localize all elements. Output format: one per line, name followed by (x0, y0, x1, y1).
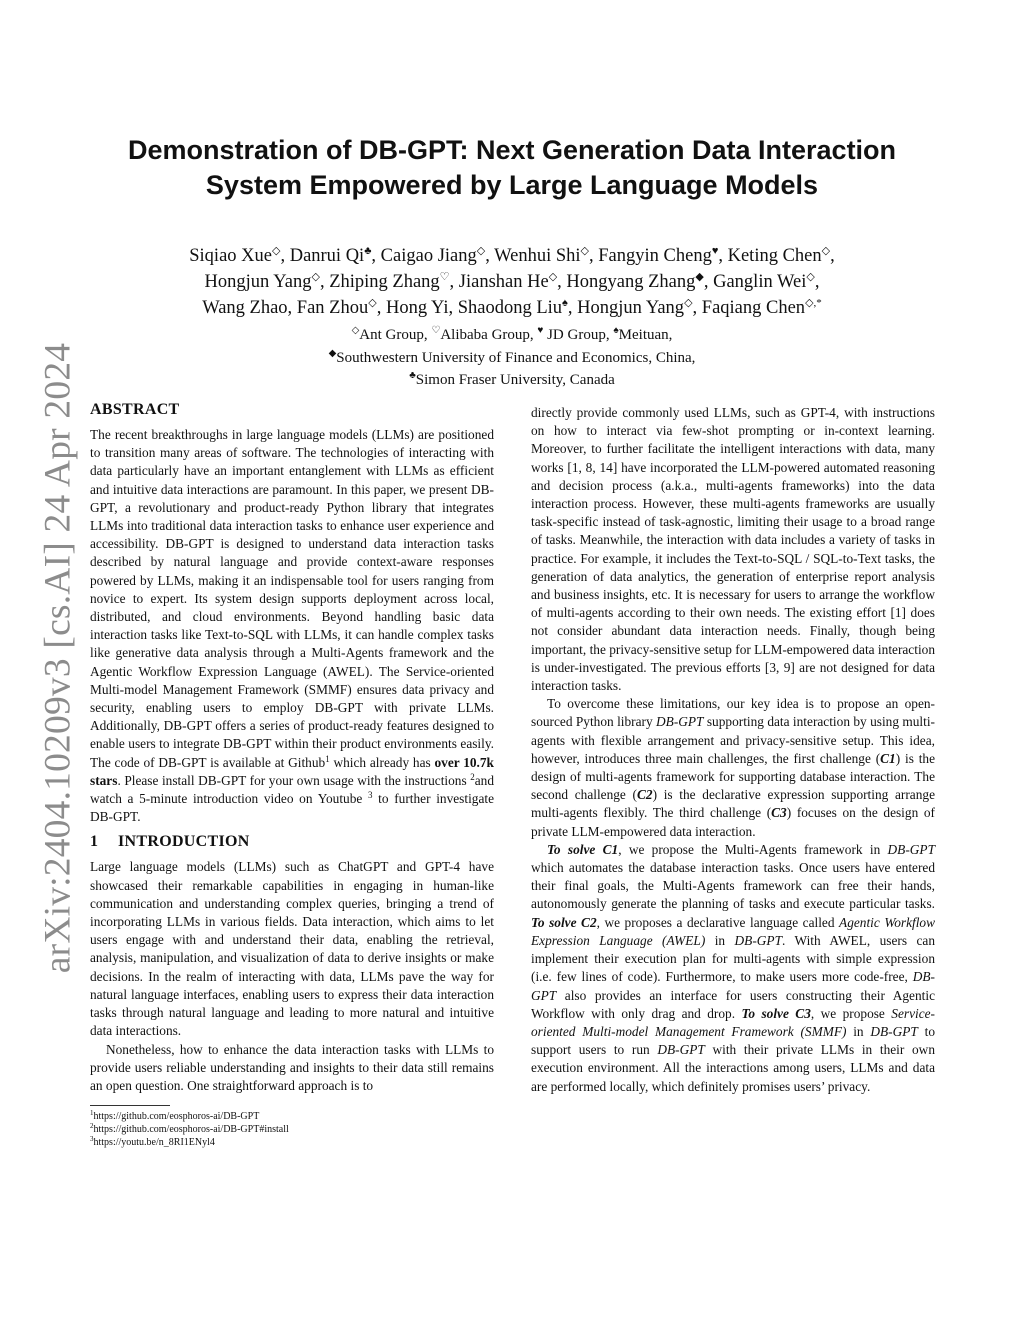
author-affiliation-mark: ◇ (476, 245, 486, 257)
affiliation: Ant Group, (359, 327, 432, 343)
abstract-heading: ABSTRACT (90, 401, 180, 418)
author-affiliation-mark: ♣ (364, 245, 372, 257)
author-affiliation-mark: ◇ (806, 271, 815, 283)
star-count: over 10.7k stars (90, 754, 494, 788)
intro-paragraph-1: Large language models (LLMs) such as ChatGPT and GPT-4 have showcased their remarkable capabilities in engaging in human-like communication and understanding complex queries, bringing a trend of incorporating LLMs in various fields. Data interaction, which aims to let users engage with and understand their data, enabling the retrieval, analysis, manipulation, and visualization of data to derive insights or make decisions. In the realm of interacting with data, LLMs pave the way for natural language interfaces, enabling users to express their data interaction tasks through natural language and leading to more natural and intuitive data interactions. (90, 859, 494, 1039)
affiliation: Southwestern University of Finance and Economics, China, (336, 349, 696, 366)
author-affiliation-mark: ♡ (439, 271, 450, 283)
footnote-ref[interactable]: 3 (368, 790, 373, 801)
author-name: Hongjun Yang (577, 298, 685, 318)
author-name: Wenhui Shi (494, 246, 581, 266)
author-affiliation-mark: ♥ (711, 245, 719, 257)
title-line-2: System Empowered by Large Language Models (205, 170, 819, 200)
footnote-link[interactable]: https://github.com/eosphoros-ai/DB-GPT (93, 1111, 260, 1123)
affiliation-list (90, 324, 934, 392)
paper-title (90, 133, 934, 203)
author-name: Keting Chen (727, 246, 822, 266)
author-name: Jianshan He (458, 272, 549, 292)
footnote: $^1$https://github.com/eosphoros-ai/DB-GPT (90, 1109, 260, 1123)
author-list (90, 243, 934, 321)
author-name: Hongyang Zhang (566, 272, 696, 292)
affiliation: Alibaba Group, (440, 327, 538, 343)
author-row-2: Hongjun Yang◇, Zhiping Zhang♡, Jianshan He◇, Hongyang Zhang◆, Ganglin Wei◇, (204, 271, 820, 292)
author-affiliation-mark: ◇ (368, 297, 377, 309)
affiliation-mark: ♠ (613, 325, 619, 336)
author-affiliation-mark: ◇,* (805, 297, 822, 309)
affiliation-mark: ◆ (328, 347, 337, 359)
arxiv-identifier: arXiv:2404.10209v3 [cs.AI] 24 Apr 2024 (37, 342, 79, 974)
author-affiliation-mark: ◇ (311, 271, 320, 283)
author-name: Siqiao Xue (189, 246, 272, 266)
author-name: Danrui Qi (289, 246, 365, 266)
abstract-paragraph: The recent breakthroughs in large language models (LLMs) are positioned to transition many areas of software. The technologies of interacting with data particularly have an important entanglement with LLMs as efficient and intuitive data interactions are paramount. In this paper, we present DB-GPT, a revolutionary and product-ready Python library that integrates LLMs into traditional data interaction tasks to enhance user experience and accessibility. DB-GPT is designed to understand data interaction tasks described by natural language and provide context-aware responses powered by LLMs, making it an indispensable tool for users ranging from novice to expert. Its system design supports deployment across local, distributed, and cloud environments. Beyond handling basic data interaction tasks like Text-to-SQL with LLMs, it can handle complex tasks like generative data analysis through a Multi-Agents framework and the Agentic Workflow Expression Language (AWEL). The Service-oriented Multi-model Management Framework (SMMF) ensures data privacy and security, enabling users to employ DB-GPT with private LLMs. Additionally, DB-GPT offers a series of product-ready features designed to enable users to integrate DB-GPT within their product environments easily. The code of DB-GPT is available at Github$^1$ which already has over 10.7k stars. Please install DB-GPT for your own usage with the instructions $^2$and watch a 5-minute introduction video on Youtube $^3$ to further investigate DB-GPT. (90, 427, 495, 825)
footnote: $^3$https://youtu.be/n_8RI1ENyl4 (90, 1135, 215, 1149)
author-affiliation-mark: ♠ (562, 297, 568, 309)
author-name: Ganglin Wei (713, 272, 807, 292)
left-column (90, 400, 494, 1149)
author-name: Zhiping Zhang (329, 272, 440, 292)
affiliation-mark: ♡ (431, 325, 441, 336)
affiliation-row-1 (90, 324, 934, 347)
footnote-link[interactable]: https://youtu.be/n_8RI1ENyl4 (93, 1137, 215, 1149)
affiliation-mark: ♥ (537, 325, 544, 336)
author-row-3: Wang Zhao, Fan Zhou◇, Hong Yi, Shaodong Liu♠, Hongjun Yang◇, Faqiang Chen◇,* (202, 297, 822, 318)
intro-paragraph-2: Nonetheless, how to enhance the data interaction tasks with LLMs to provide users reliable understanding and insights to their data still remains an open question. One straightforward approach is to (90, 1041, 494, 1093)
affiliation-row-2 (90, 347, 934, 370)
introduction-heading (90, 832, 494, 852)
author-name: Hongjun Yang (204, 272, 312, 292)
author-affiliation-mark: ◇ (580, 245, 589, 257)
author-affiliation-mark: ◇ (271, 245, 281, 257)
author-name: Wang Zhao, Fan Zhou (202, 298, 369, 318)
author-row-1: Siqiao Xue◇, Danrui Qi♣, Caigao Jiang◇, Wenhui Shi◇, Fangyin Cheng♥, Keting Chen◇, (189, 245, 835, 266)
author-affiliation-mark: ◇ (684, 297, 693, 309)
author-affiliation-mark: ◆ (695, 271, 704, 283)
affiliation-row-3 (90, 369, 934, 392)
footnote-divider (90, 1105, 170, 1106)
author-affiliation-mark: ◇ (548, 271, 558, 283)
author-affiliation-mark: ◇ (821, 245, 831, 257)
intro-paragraph-4: To overcome these limitations, our key idea is to propose an open-sourced Python library DB-GPT supporting data interaction by using multi-agents with flexible arrangement and privacy-sensitive setup. This idea, however, introduces three main challenges, the first challenge (C1) is the design of multi-agents framework for supporting database interaction. The second challenge (C2) is the declarative expression supporting arrange multi-agents flexibly. The third challenge (C3) focuses on the design of private LLM-empowered data interaction. (531, 696, 935, 839)
affiliation: Meituan, (618, 327, 673, 343)
affiliation: Simon Fraser University, Canada (415, 372, 615, 388)
author-name: Hong Yi, Shaodong Liu (385, 298, 563, 318)
title-line-1: Demonstration of DB-GPT: Next Generation Data Interaction (127, 135, 897, 165)
affiliation-mark: ♣ (409, 370, 416, 381)
affiliation: JD Group, (543, 327, 614, 343)
footnote-link[interactable]: https://github.com/eosphoros-ai/DB-GPT#install (93, 1124, 289, 1136)
footnote: $^2$https://github.com/eosphoros-ai/DB-GPT#install (90, 1122, 289, 1136)
author-name: Fangyin Cheng (598, 246, 712, 266)
section-number: 1 (90, 833, 99, 851)
author-name: Faqiang Chen (701, 298, 806, 318)
intro-paragraph-5: To solve C1, we propose the Multi-Agents framework in DB-GPT which automates the database interaction tasks. Once users have entered their final goals, the Multi-Agents framework can free their hands, autonomously generate the planning of tasks and execute particular tasks. To solve C2, we proposes a declarative language called Agentic Workflow Expression Language (AWEL) in DB-GPT. With AWEL, users can implement their execution plan for multi-agents with simple expression (i.e. few lines of code). Furthermore, to make users more code-free, DB-GPT also provides an interface for users constructing their Agentic Workflow with only drag and drop. To solve C3, we propose Service-oriented Multi-model Management Framework (SMMF) in DB-GPT to support users to run DB-GPT with their private LLMs in their own execution environment. All the interactions among users, LLMs and data are performed locally, which definitely promises users’ privacy. (531, 841, 935, 1094)
section-title: INTRODUCTION (118, 833, 250, 851)
footnote-ref[interactable]: 1 (325, 753, 330, 764)
intro-paragraph-3: directly provide commonly used LLMs, such as GPT-4, with instructions on how to interact via few-shot prompting or in-context learning. Moreover, to further facilitate the intelligent interactions with data, many works [1, 8, 14] have incorporated the LLM-powered automated reasoning and decision process (a.k.a., multi-agents frameworks) into the data interaction process. However, these multi-agents frameworks are usually task-specific instead of task-agnostic, limiting their usage to a broad range of tasks. Meanwhile, the interaction with data includes a variety of tasks in practice. For example, it includes the Text-to-SQL / SQL-to-Text tasks, the generation of data analytics, the generation of enterprise report analysis and business insights, etc. It is necessary for users to arrange the workflow of multi-agents according to their own needs. The existing effort [1] does not consider abundant data interaction needs. Finally, though being important, the privacy-sensitive setup for LLM-empowered data interaction is under-investigated. The previous efforts [3, 9] are not designed for data interaction tasks. (531, 405, 935, 694)
affiliation-mark: ◇ (351, 325, 360, 336)
right-column (531, 404, 935, 1096)
footnote-ref[interactable]: 2 (470, 771, 475, 782)
author-name: Caigao Jiang (380, 246, 477, 266)
